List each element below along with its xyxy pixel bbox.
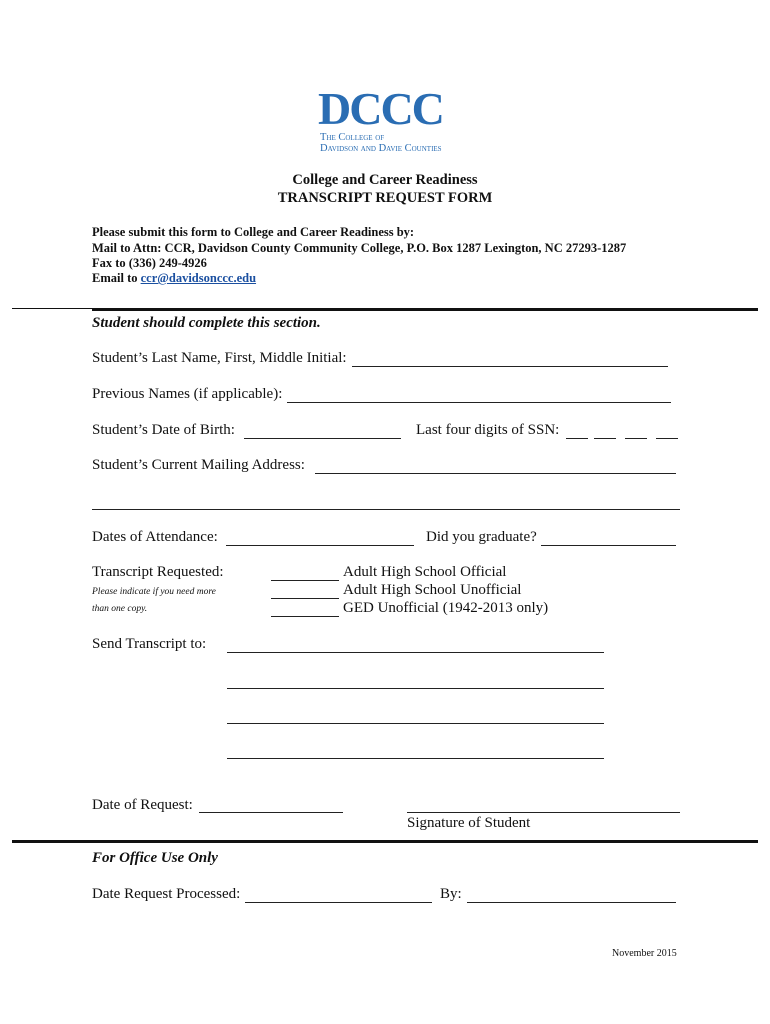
email-link[interactable]: ccr@davidsonccc.edu (140, 271, 257, 285)
ssn-digit-3-field[interactable] (625, 438, 647, 439)
graduate-label: Did you graduate? (426, 529, 537, 545)
transcript-copies-field-3[interactable] (271, 616, 339, 617)
ssn-digit-1-field[interactable] (566, 438, 588, 439)
address-field-line2[interactable] (92, 509, 680, 510)
send-to-field-line3[interactable] (227, 723, 604, 724)
transcript-note-line2: than one copy. (92, 604, 148, 614)
name-field[interactable] (352, 366, 668, 367)
instructions-email (92, 271, 256, 286)
send-to-field-line2[interactable] (227, 688, 604, 689)
graduate-field[interactable] (541, 545, 676, 546)
attendance-label: Dates of Attendance: (92, 529, 218, 545)
transcript-note-line1: Please indicate if you need more (92, 587, 216, 597)
transcript-option-3: GED Unofficial (1942-2013 only) (343, 600, 549, 616)
send-to-field-line4[interactable] (227, 758, 604, 759)
dob-field[interactable] (244, 438, 401, 439)
date-of-request-label: Date of Request: (92, 797, 193, 813)
form-subtitle: TRANSCRIPT REQUEST FORM (277, 190, 493, 206)
student-section-heading: Student should complete this section. (92, 315, 321, 331)
previous-names-field[interactable] (287, 402, 671, 403)
divider-top (92, 308, 758, 311)
previous-names-label: Previous Names (if applicable): (92, 386, 283, 402)
instructions-fax: Fax to (336) 249-4926 (92, 256, 207, 270)
address-label: Student’s Current Mailing Address: (92, 457, 305, 473)
ssn-digit-2-field[interactable] (594, 438, 616, 439)
transcript-option-2: Adult High School Unofficial (343, 582, 522, 598)
ssn-digit-4-field[interactable] (656, 438, 678, 439)
office-section-heading: For Office Use Only (92, 850, 218, 866)
processed-field[interactable] (245, 902, 432, 903)
logo-tagline-1: The College of (320, 132, 385, 143)
transcript-copies-field-2[interactable] (271, 598, 339, 599)
by-field[interactable] (467, 902, 676, 903)
name-label: Student’s Last Name, First, Middle Initial: (92, 350, 347, 366)
by-label: By: (440, 886, 462, 902)
divider-office (12, 840, 758, 843)
signature-field[interactable] (407, 812, 680, 813)
transcript-option-1: Adult High School Official (343, 564, 507, 580)
send-to-label: Send Transcript to: (92, 636, 207, 652)
attendance-field[interactable] (226, 545, 414, 546)
send-to-field-line1[interactable] (227, 652, 604, 653)
transcript-label: Transcript Requested: (92, 564, 224, 580)
email-prefix: Email to (92, 271, 138, 285)
processed-label: Date Request Processed: (92, 886, 241, 902)
revision-date: November 2015 (612, 948, 677, 959)
transcript-copies-field-1[interactable] (271, 580, 339, 581)
logo-tagline-2: Davidson and Davie Counties (320, 143, 442, 154)
dob-label: Student’s Date of Birth: (92, 422, 235, 438)
instructions-intro: Please submit this form to College and Career Readiness by: (92, 225, 415, 239)
signature-label: Signature of Student (407, 815, 531, 831)
ssn-label: Last four digits of SSN: (416, 422, 560, 438)
dccc-logo: DCCC (318, 83, 443, 134)
form-title: College and Career Readiness (292, 172, 478, 188)
address-field-line1[interactable] (315, 473, 676, 474)
date-of-request-field[interactable] (199, 812, 343, 813)
instructions-mail: Mail to Attn: CCR, Davidson County Community College, P.O. Box 1287 Lexington, NC 27293-1287 (92, 241, 627, 255)
